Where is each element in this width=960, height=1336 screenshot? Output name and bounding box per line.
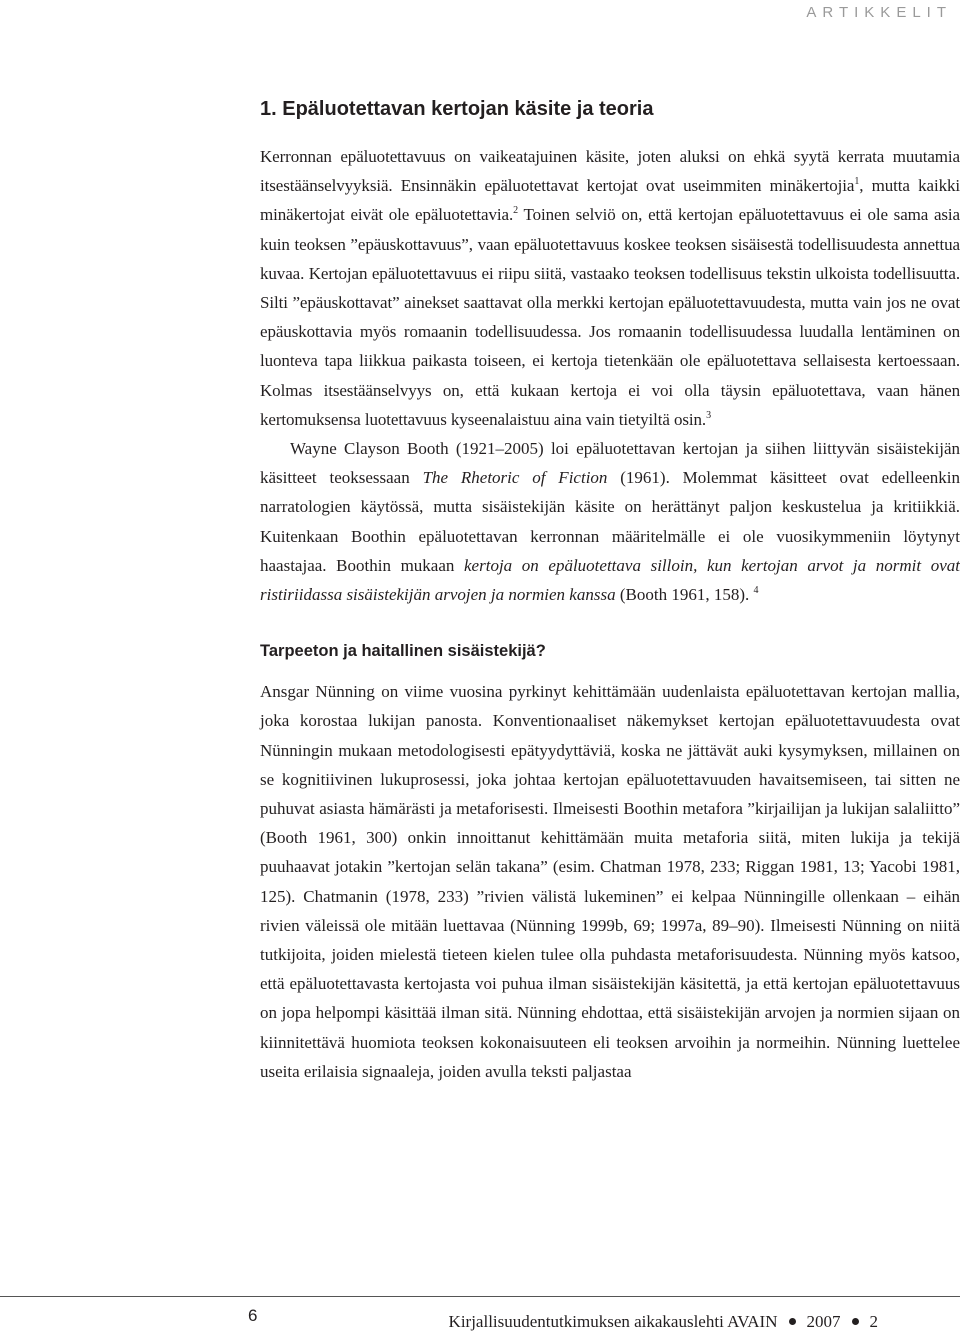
text-span: Kerronnan epäluotettavuus on vaikeatajuinen käsite, joten aluksi on ehkä syytä kerrata muutamia itsestäänselvyyksiä. Ensinnäkin epäluotettavat kertojat ovat useimmiten minäkertojia — [260, 147, 960, 196]
journal-name: Kirjallisuudentutkimuksen aikakauslehti AVAIN — [448, 1312, 778, 1331]
footnote-ref-4[interactable]: 4 — [753, 585, 759, 597]
footnote-ref-2[interactable]: 2 — [513, 205, 519, 217]
text-span: (Booth 1961, 158). — [615, 585, 754, 605]
book-title: The Rhetoric of Fiction — [422, 468, 608, 488]
bullet-icon — [852, 1318, 859, 1325]
section-label: ARTIKKELIT — [806, 4, 952, 21]
paragraph-1 — [260, 142, 960, 434]
article-body — [260, 96, 960, 1086]
journal-year: 2007 — [806, 1312, 841, 1331]
subsection-heading: Tarpeeton ja haitallinen sisäistekijä? — [260, 642, 546, 661]
paragraph-3: Ansgar Nünning on viime vuosina pyrkinyt kehittämään uudenlaista epäluotettavan kertojan mallia, joka korostaa lukijan panosta. Konventionaaliset näkemykset kertojan epäluotettavuudesta ovat Nünningin mukaan metodologisesti epätyydyttäviä, koska ne jättävät auki kysymyksen, millainen on se kognitiivinen lukuprosessi, joka johtaa kertojan epäluotettavuuden havaitsemiseen, tai sitten ne puhuvat asiasta hämärästi ja metaforisesti. Ilmeisesti Boothin metafora ”kirjailijan ja lukijan salaliitto” (Booth 1961, 300) onkin innoittanut kehittämään muita metaforia siitä, miten lukija ja tekijä puuhaavat jotakin ”kertojan selän takana” (esim. Chatman 1978, 233; Riggan 1981, 13; Yacobi 1981, 125). Chatmanin (1978, 233) ”rivien välistä lukeminen” ei kelpaa Nünningille ollenkaan – eihän rivien väleissä ole mitään luettavaa (Nünning 1999b, 69; 1997a, 89–90). Ilmeisesti Nünning on niitä tutkijoita, joiden mielestä tieteen kielen tulee olla puhdasta metaforisuudesta. Nünning myös katsoo, että epäluotettavasta kertojasta voi puhua ilman sisäistekijän käsitettä, ja että kertojan epäluotettavuus on jopa helpompi käsittää ilman sitä. Nünning ehdottaa, että sisäistekijän arvojen ja normien sijaan on kiinnitettävä huomiota teoksen kokonaisuuteen eli teoksen arvoihin ja normeihin. Nünning luettelee useita erilaisia signaaleja, joiden avulla teksti paljastaa — [260, 682, 960, 1081]
bullet-icon — [789, 1318, 796, 1325]
page-number: 6 — [248, 1306, 258, 1325]
text-span: , mutta kaikki minäkertojat eivät ole epäluotettavia. — [260, 176, 960, 225]
footnote-ref-3[interactable]: 3 — [706, 409, 711, 421]
text-span: Wayne Clayson Booth (1921–2005) loi epäluotettavan kertojan ja siihen liittyvän sisäistekijän käsitteet teoksessaan — [260, 439, 960, 488]
text-span: Toinen selviö on, että kertojan epäluotettavuus ei ole sama asia kuin teoksen ”epäuskottavuus”, vaan epäluotettavuus koskee teoksen sisäisestä todellisuudesta annettua kuvaa. Kertojan epäluotettavuus ei riipu siitä, vastaako teoksen todellisuus tekstin ulkoista todellisuutta. Silti ”epäuskottavat” ainekset saattavat olla merkki kertojan epäluotettavuudesta, mutta vain jos ne ovat epäuskottavia myös romaanin todellisuudessa. Jos romaanin todellisuudessa luudalla lentäminen on luonteva tapa liikkua paikasta toiseen, ei kertoja tietenkään ole epäluotettava sellaisesta kertoessaan. Kolmas itsestäänselvyys on, että kukaan kertoja ei voi olla täysin epäluotettava, vaan hänen kertomuksensa luotettavuus kyseenalaistuu aina vain tietyiltä osin. — [260, 205, 960, 429]
journal-info — [449, 1312, 878, 1332]
section-heading: 1. Epäluotettavan kertojan käsite ja teoria — [260, 98, 654, 120]
definition-quote: kertoja on epäluotettava silloin, kun kertojan arvot ja normit ovat ristiriidassa sisäistekijän arvojen ja normien kanssa — [260, 555, 960, 605]
footer-rule — [0, 1296, 960, 1297]
paragraph-2 — [260, 434, 960, 609]
journal-issue: 2 — [869, 1312, 878, 1331]
footnote-ref-1[interactable]: 1 — [854, 176, 860, 188]
text-span: (1961). Molemmat käsitteet ovat edelleenkin narratologien käytössä, mutta sisäistekijän käsite on herättänyt paljon keskustelua ja kritiikkiä. Kuitenkaan Boothin epäluotettavan kerronnan määritelmälle ei ole vuosikymmeniin löytynyt haastajaa. Boothin mukaan — [260, 468, 960, 575]
